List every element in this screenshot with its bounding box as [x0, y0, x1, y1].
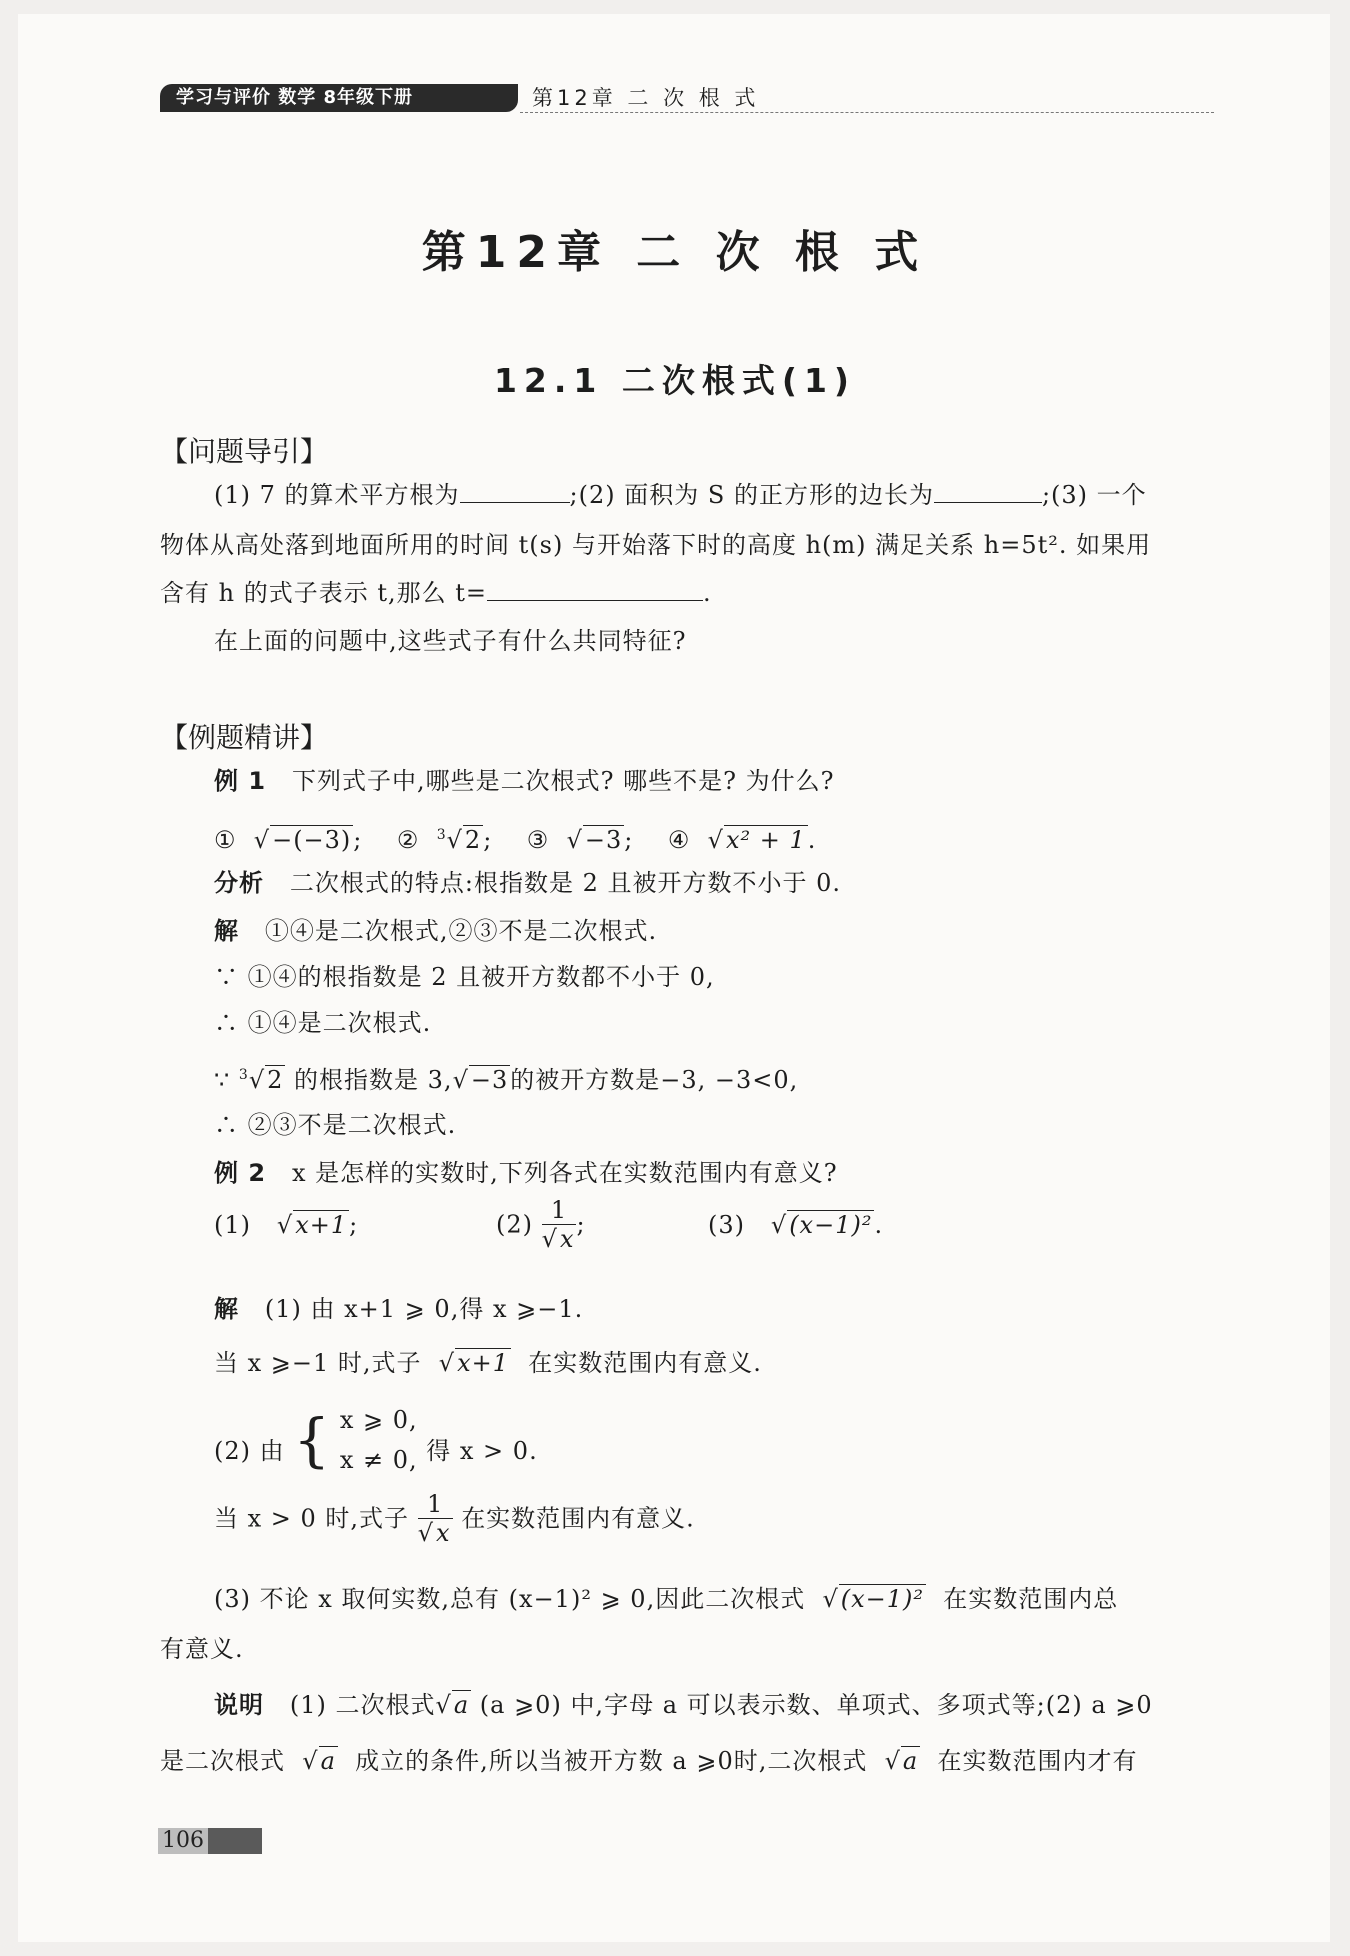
- s2-l4-den-radicand: x: [436, 1519, 451, 1547]
- item-1-radicand: −(−3): [272, 826, 352, 854]
- example-2-parts: (1) √x+1;: [214, 1211, 359, 1239]
- book-header-tag: 学习与评价 数学 8年级下册: [160, 84, 518, 112]
- intro-line-1: [214, 480, 1147, 510]
- example-2-text: x 是怎样的实数时,下列各式在实数范围内有意义?: [291, 1159, 838, 1187]
- solution-2-line-5: (3) 不论 x 取何实数,总有 (x−1)² ⩾ 0,因此二次根式 √(x−1)² 在实数范围内总: [214, 1585, 1119, 1613]
- s2-l4-numerator: 1: [418, 1490, 453, 1519]
- sol4-text-c: 的被开方数是−3, −3<0,: [510, 1066, 799, 1094]
- item-1-end: ;: [353, 826, 363, 854]
- example-1-prompt: [214, 766, 834, 796]
- part-2-end: ;: [576, 1210, 586, 1239]
- example-1-label: 例 1: [214, 767, 267, 795]
- system-brace: {: [293, 1406, 332, 1474]
- analysis-label: 分析: [214, 869, 264, 897]
- section-title: 12.1 二次根式(1): [493, 361, 857, 400]
- solution-line-4: ∵ $^3$√2 的根指数是 3,√−3的被开方数是−3, −3<0,: [214, 1066, 799, 1094]
- note-l2-radicand: a: [320, 1747, 336, 1775]
- item-4-label: ④: [667, 826, 691, 854]
- solution-line-5: ∴ ②③不是二次根式.: [214, 1111, 457, 1139]
- example-2-label: 例 2: [214, 1159, 267, 1187]
- item-3-label: ③: [526, 826, 550, 854]
- condition-1: x ⩾ 0,: [339, 1406, 418, 1434]
- intro-line-1c: ;(3) 一个: [1041, 481, 1147, 509]
- s2-l2-radicand: x+1: [457, 1349, 510, 1377]
- intro-line-3: [160, 578, 712, 608]
- s2-l4-a: 当 x > 0 时,式子: [214, 1504, 410, 1533]
- example-2-part-2: [496, 1196, 586, 1253]
- solution-2-line-3: [214, 1400, 538, 1480]
- note-label: 说明: [214, 1691, 264, 1719]
- s2-l2-a: 当 x ⩾−1 时,式子: [214, 1349, 422, 1377]
- analysis-text: 二次根式的特点:根指数是 2 且被开方数不小于 0.: [289, 869, 842, 897]
- s2-l3-result: 得 x > 0.: [426, 1437, 538, 1465]
- s2-l4-fraction: [418, 1490, 453, 1547]
- part-1-label: (1): [214, 1211, 251, 1239]
- solution-2-line-6: 有意义.: [160, 1635, 244, 1663]
- note-line-1: 说明 (1) 二次根式√a (a ⩾0) 中,字母 a 可以表示数、单项式、多项式等;(2) a ⩾0: [214, 1691, 1153, 1719]
- page-number-badge: [158, 1828, 262, 1854]
- s2-l2-b: 在实数范围内有意义.: [528, 1349, 762, 1377]
- s2-l5-b: 在实数范围内总: [943, 1585, 1119, 1613]
- intro-heading: 【问题导引】: [160, 435, 329, 468]
- note-l1-radicand: a: [453, 1691, 470, 1719]
- s2-l4-denominator: √x: [417, 1519, 451, 1547]
- solution-2-label: 解: [214, 1295, 239, 1323]
- part-2-label: (2): [496, 1210, 533, 1239]
- header-divider: [520, 112, 1214, 113]
- note-line-2: 是二次根式 √a 成立的条件,所以当被开方数 a ⩾0时,二次根式 √a 在实数范围内才有: [160, 1747, 1138, 1775]
- note-l1-b: (a ⩾0) 中,字母 a 可以表示数、单项式、多项式等;(2) a ⩾0: [479, 1691, 1153, 1719]
- page-number: 106: [162, 1828, 204, 1853]
- intro-line-1b: ;(2) 面积为 S 的正方形的边长为: [569, 481, 934, 509]
- note-l1-a: (1) 二次根式: [289, 1691, 436, 1719]
- examples-heading: 【例题精讲】: [160, 721, 329, 754]
- answer-blank-2[interactable]: [934, 480, 1042, 503]
- item-2-index: 3: [436, 827, 447, 843]
- solution-line-2: ∵ ①④的根指数是 2 且被开方数都不小于 0,: [214, 963, 715, 991]
- item-2-end: ;: [483, 826, 493, 854]
- condition-system: [340, 1400, 418, 1480]
- item-1-label: ①: [214, 826, 237, 854]
- part-2-denominator: √x: [541, 1225, 575, 1253]
- header-chapter-label: 第12章 二 次 根 式: [532, 86, 760, 110]
- intro-line-3b: .: [703, 579, 712, 607]
- item-4-end: .: [807, 826, 817, 854]
- item-2-radicand: 2: [464, 826, 482, 854]
- part-3-radicand: (x−1)²: [789, 1211, 873, 1239]
- solution-label: 解: [214, 917, 239, 945]
- answer-blank-1[interactable]: [460, 480, 570, 503]
- sol4-text-b: 的根指数是 3,: [285, 1066, 453, 1094]
- example-2-prompt: [214, 1158, 838, 1188]
- item-2-label: ②: [396, 826, 420, 854]
- intro-question: 在上面的问题中,这些式子有什么共同特征?: [214, 627, 687, 655]
- part-2-fraction: [542, 1196, 577, 1253]
- note-l2-c: 在实数范围内才有: [937, 1747, 1138, 1775]
- part-2-numerator: 1: [542, 1196, 577, 1225]
- s2-l5-a: (3) 不论 x 取何实数,总有 (x−1)² ⩾ 0,因此二次根式: [214, 1585, 806, 1613]
- part-3-label: (3): [708, 1211, 745, 1239]
- note-l2-b: 成立的条件,所以当被开方数 a ⩾0时,二次根式: [355, 1747, 868, 1775]
- part-1-radicand: x+1: [295, 1211, 348, 1239]
- solution-2-text-1: (1) 由 x+1 ⩾ 0,得 x ⩾−1.: [264, 1295, 584, 1323]
- part-3-end: .: [874, 1211, 884, 1239]
- solution-line-3: ∴ ①④是二次根式.: [214, 1009, 432, 1037]
- example-1-text: 下列式子中,哪些是二次根式? 哪些不是? 为什么?: [291, 767, 835, 795]
- sol4-index: 3: [238, 1067, 249, 1083]
- example-2-part-3: (3) √(x−1)².: [708, 1211, 884, 1239]
- note-l2-a: 是二次根式: [160, 1747, 285, 1775]
- solution-text-1: ①④是二次根式,②③不是二次根式.: [264, 917, 658, 945]
- solution-line-1: [214, 916, 657, 946]
- sol4-radicand-2: −3: [470, 1066, 509, 1094]
- part-2-den-radicand: x: [559, 1225, 575, 1253]
- note-l2-radicand-2: a: [902, 1747, 919, 1775]
- s2-l4-b: 在实数范围内有意义.: [461, 1504, 695, 1533]
- s2-l5-radicand: (x−1)²: [840, 1585, 925, 1613]
- item-3-end: ;: [624, 826, 634, 854]
- analysis-line: [214, 868, 841, 898]
- intro-line-2: 物体从高处落到地面所用的时间 t(s) 与开始落下时的高度 h(m) 满足关系 h=5t². 如果用: [160, 531, 1152, 559]
- item-3-radicand: −3: [584, 826, 623, 854]
- s2-l3-label: (2) 由: [214, 1437, 285, 1465]
- solution-2-line-4: [214, 1490, 695, 1547]
- sol4-radicand-1: 2: [267, 1066, 284, 1094]
- condition-2: x ≠ 0,: [339, 1446, 418, 1474]
- intro-line-3a: 含有 h 的式子表示 t,那么 t=: [160, 579, 487, 607]
- part-1-end: ;: [349, 1211, 359, 1239]
- solution-2-line-1: [214, 1294, 583, 1324]
- chapter-title: 第12章 二 次 根 式: [421, 227, 929, 278]
- sol4-because: ∵: [214, 1066, 239, 1094]
- answer-blank-3[interactable]: [487, 578, 703, 601]
- item-4-radicand: x² + 1: [725, 826, 806, 854]
- intro-line-1a: (1) 7 的算术平方根为: [214, 481, 460, 509]
- solution-2-line-2: 当 x ⩾−1 时,式子 √x+1 在实数范围内有意义.: [214, 1349, 762, 1377]
- example-1-items: ① √−(−3); ② $^3$√2; ③ √−3; ④ √x² + 1.: [214, 826, 817, 854]
